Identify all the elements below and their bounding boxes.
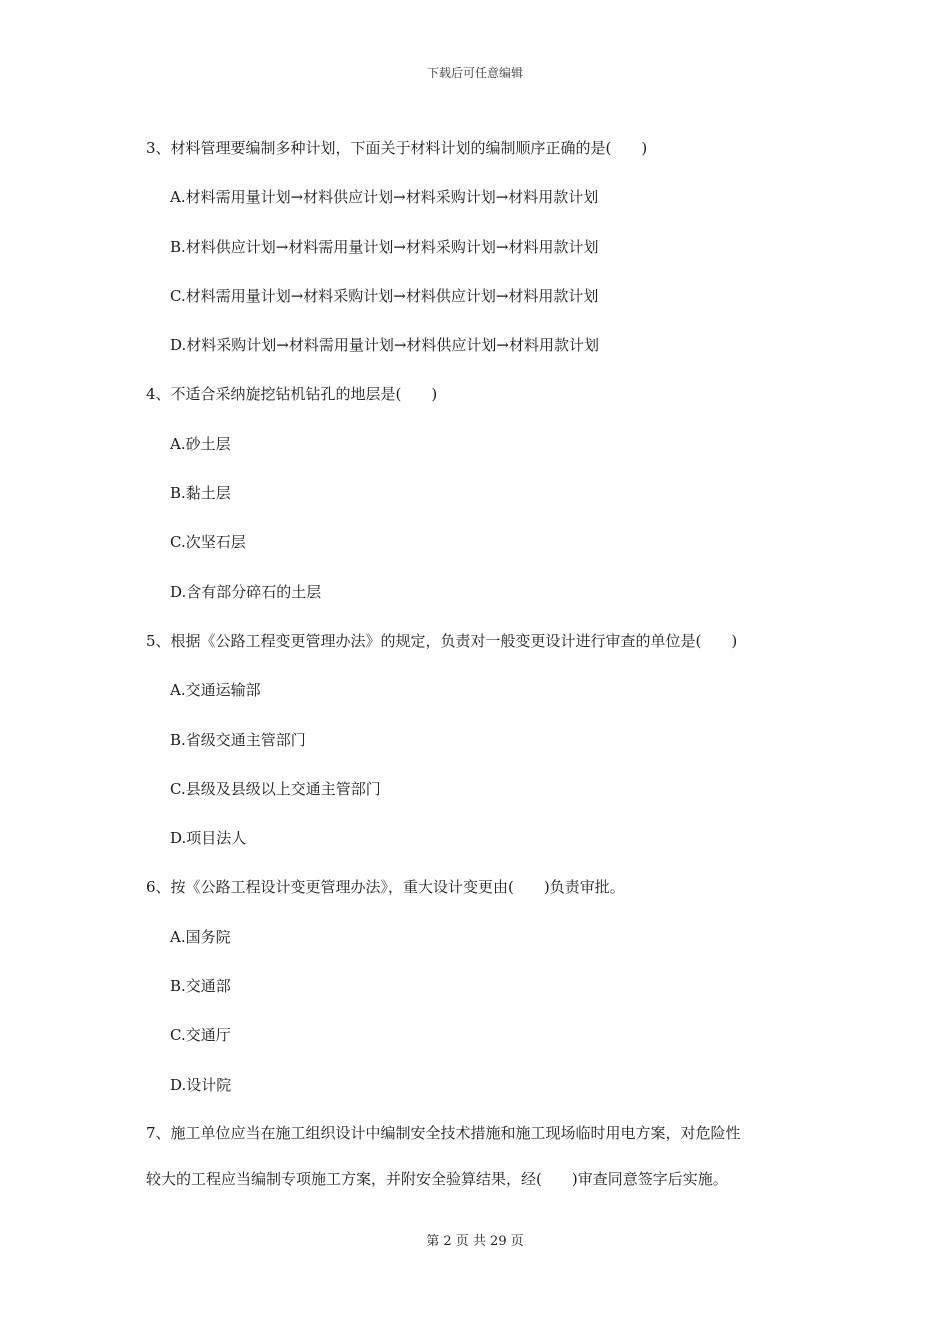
option-c: C.次坚石层 [170,533,246,552]
question-stem: 3、材料管理要编制多种计划，下面关于材料计划的编制顺序正确的是( ) [146,139,648,157]
option-a: A.材料需用量计划→材料供应计划→材料采购计划→材料用款计划 [170,188,599,207]
option-d: D.含有部分碎石的土层 [170,582,322,601]
option-b: B.交通部 [170,977,231,996]
option-a: A.国务院 [170,927,231,946]
option-a: A.砂土层 [170,434,231,453]
question-stem-line: 7、施工单位应当在施工组织设计中编制安全技术措施和施工现场临时用电方案，对危险性 [146,1123,741,1142]
option-b: B.材料供应计划→材料需用量计划→材料采购计划→材料用款计划 [170,237,599,256]
option-b: B.黏土层 [170,484,231,503]
question-stem: 5、根据《公路工程变更管理办法》的规定，负责对一般变更设计进行审查的单位是( ) [146,631,738,650]
option-a: A.交通运输部 [170,681,261,700]
question-stem: 6、按《公路工程设计变更管理办法》，重大设计变更由( )负责审批。 [146,878,625,897]
option-c: C.县级及县级以上交通主管部门 [170,779,381,798]
option-d: D.项目法人 [170,829,247,848]
page-footer: 第 2 页 共 29 页 [426,1234,524,1249]
question-list [146,124,816,1202]
question-stem-line: 较大的工程应当编制专项施工方案，并附安全验算结果，经( )审查同意签字后实施。 [146,1169,728,1188]
option-d: D.设计院 [170,1075,232,1094]
question-stem: 4、不适合采纳旋挖钻机钻孔的地层是( ) [146,385,438,404]
option-d: D.材料采购计划→材料需用量计划→材料供应计划→材料用款计划 [170,336,599,355]
option-c: C.材料需用量计划→材料采购计划→材料供应计划→材料用款计划 [170,286,599,305]
option-c: C.交通厅 [170,1026,231,1045]
page-header: 下载后可任意编辑 [426,66,523,80]
option-b: B.省级交通主管部门 [170,730,306,749]
